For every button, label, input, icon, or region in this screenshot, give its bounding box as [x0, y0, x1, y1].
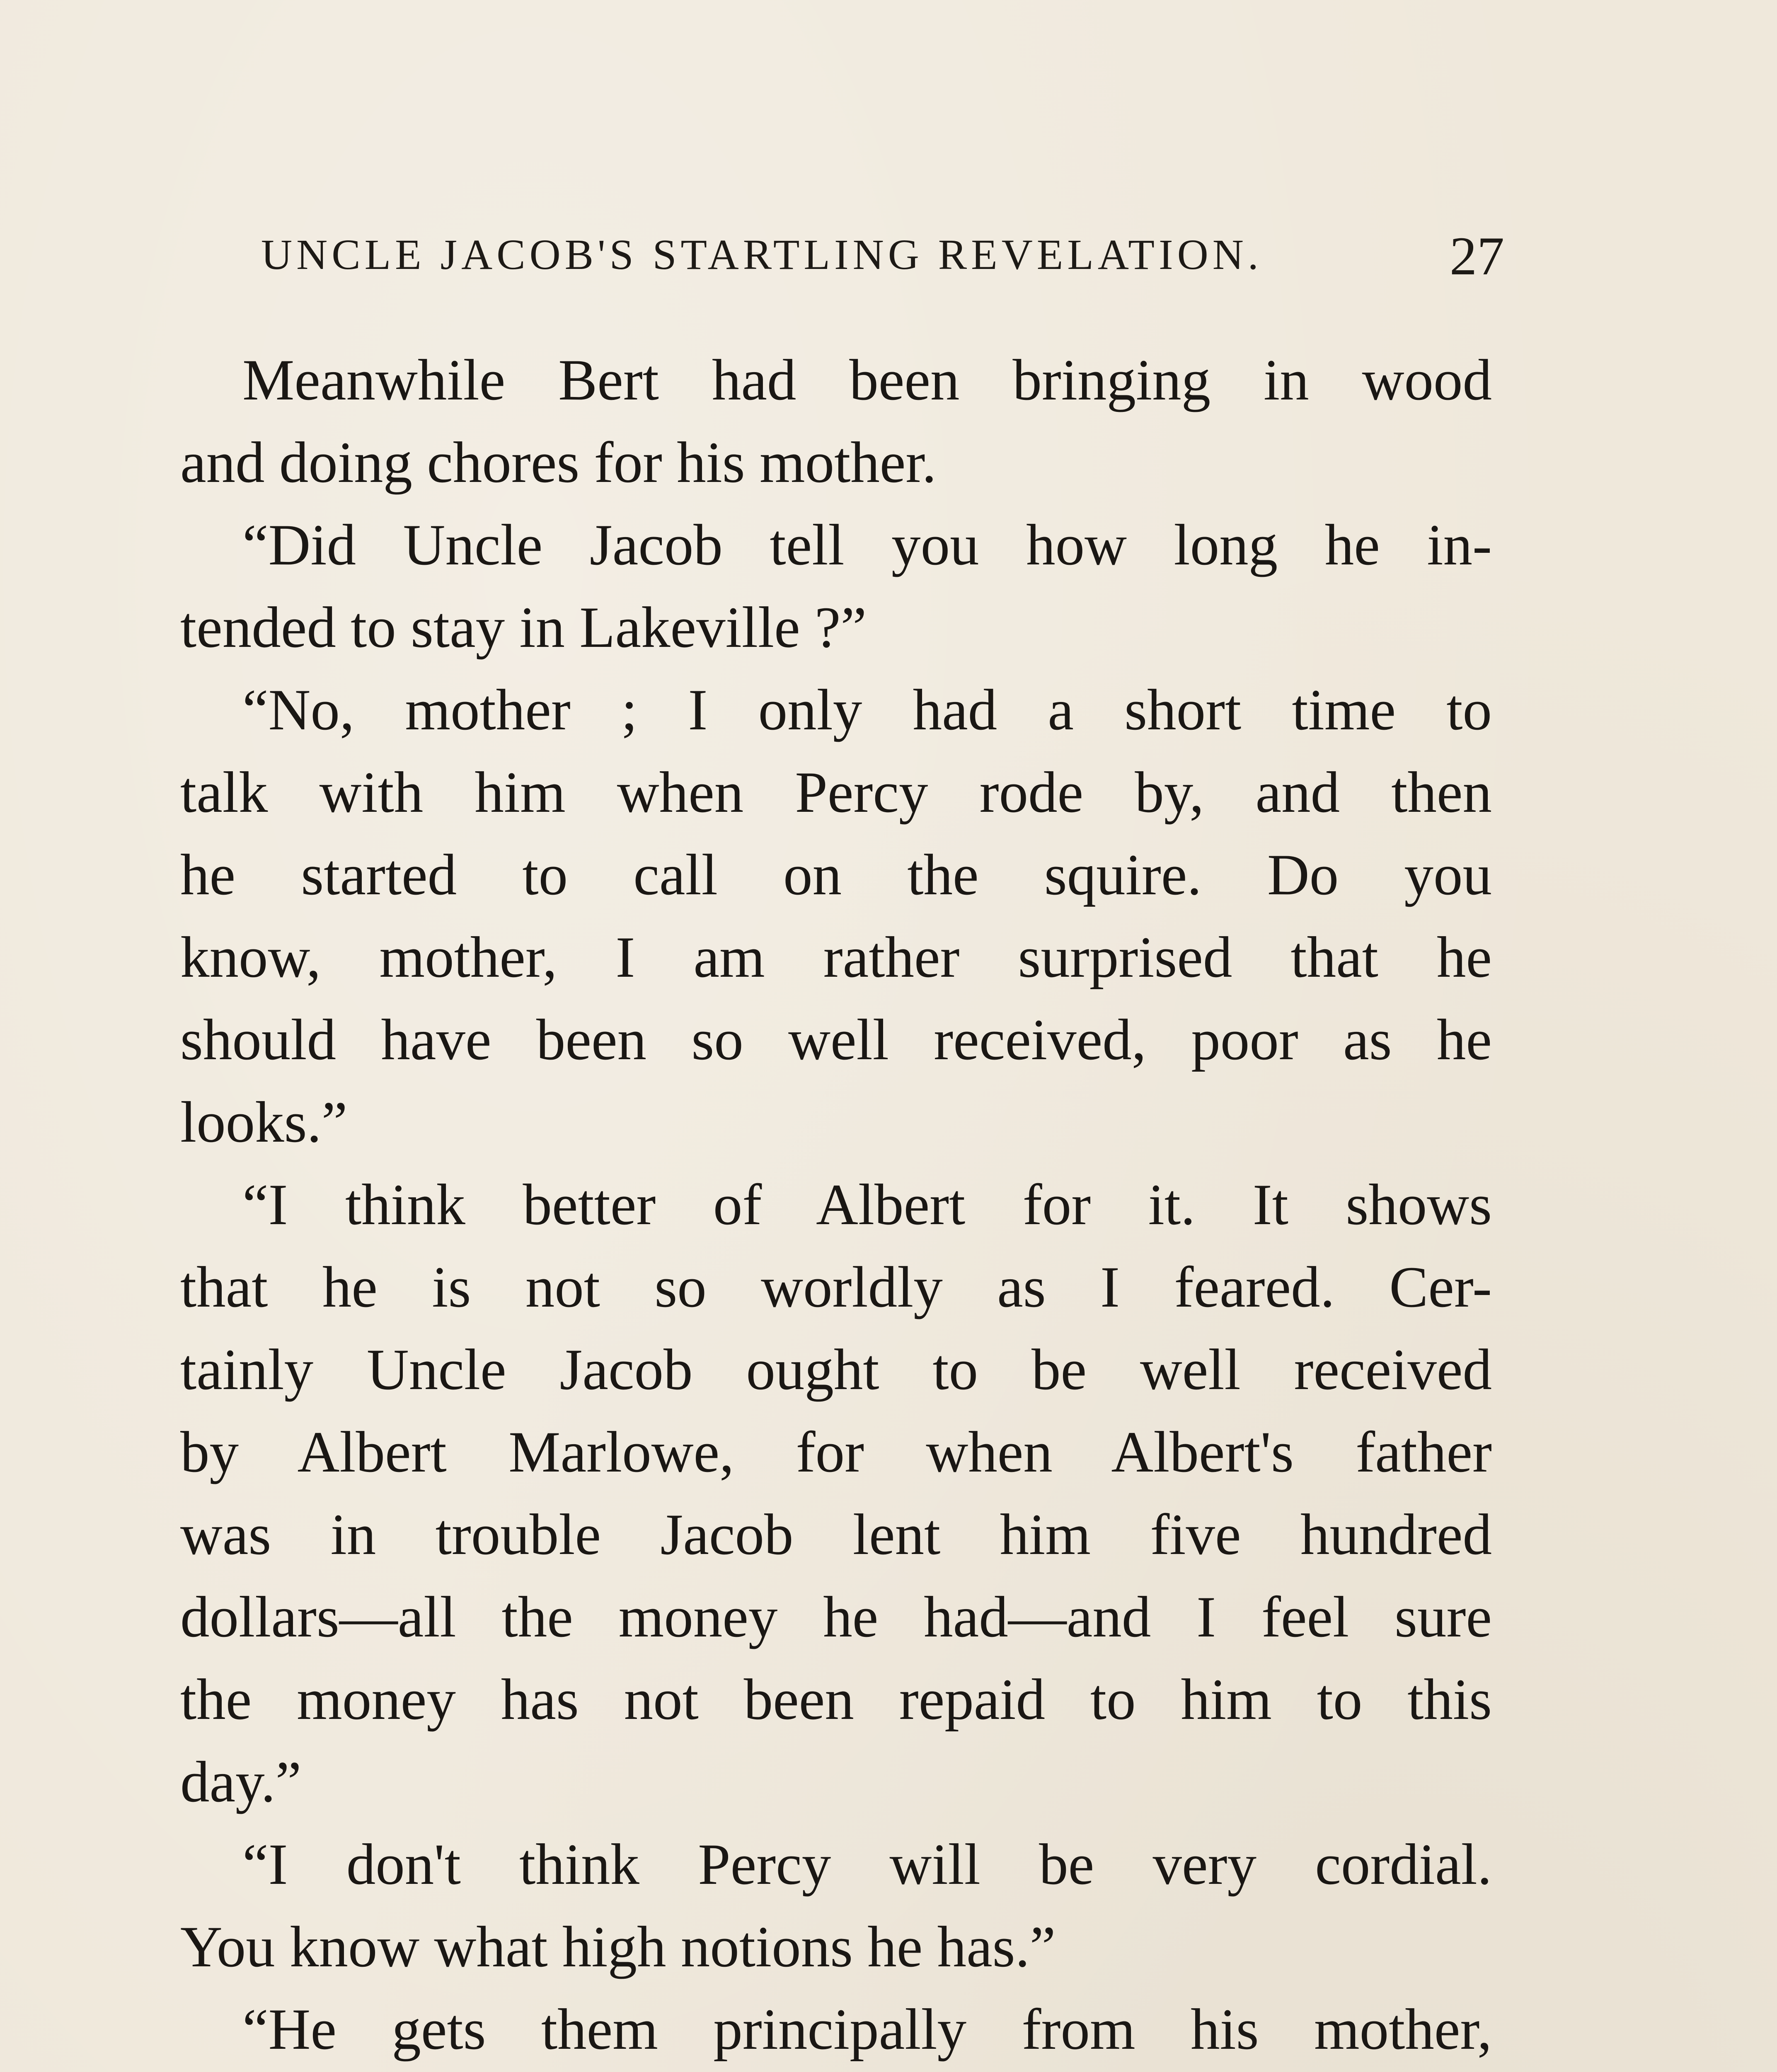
text-line: You know what high notions he has.”	[180, 1915, 1056, 1979]
text-line: “I think better of Albert for it. It shows	[242, 1172, 1492, 1237]
text-line: that he is not so worldly as I feared. Cer-	[180, 1255, 1492, 1319]
text-line: day.”	[180, 1750, 302, 1814]
text-line: know, mother, I am rather surprised that he	[180, 925, 1492, 990]
text-line: looks.”	[180, 1090, 348, 1155]
text-line: tainly Uncle Jacob ought to be well received	[180, 1337, 1492, 1402]
text-line: by Albert Marlowe, for when Albert's father	[180, 1420, 1492, 1484]
text-line: Meanwhile Bert had been bringing in wood	[242, 348, 1492, 412]
text-line: “Did Uncle Jacob tell you how long he in-	[242, 513, 1492, 577]
text-line: the money has not been repaid to him to this	[180, 1667, 1492, 1732]
text-line: and doing chores for his mother.	[180, 430, 937, 495]
text-line: dollars—all the money he had—and I feel sure	[180, 1585, 1492, 1649]
text-line: he started to call on the squire. Do you	[180, 842, 1492, 907]
body-text	[180, 339, 1492, 2072]
text-line: should have been so well received, poor as he	[180, 1007, 1492, 1072]
text-line: “No, mother ; I only had a short time to	[242, 678, 1492, 742]
running-head	[261, 225, 1504, 288]
text-line: talk with him when Percy rode by, and then	[180, 760, 1492, 825]
text-line: “He gets them principally from his mother,	[242, 1997, 1492, 2062]
text-line: “I don't think Percy will be very cordial.	[242, 1832, 1492, 1897]
text-line: was in trouble Jacob lent him five hundred	[180, 1502, 1492, 1567]
page-number: 27	[1450, 225, 1504, 286]
text-line: tended to stay in Lakeville ?”	[180, 595, 867, 660]
chapter-title: UNCLE JACOB'S STARTLING REVELATION.	[261, 231, 1263, 278]
